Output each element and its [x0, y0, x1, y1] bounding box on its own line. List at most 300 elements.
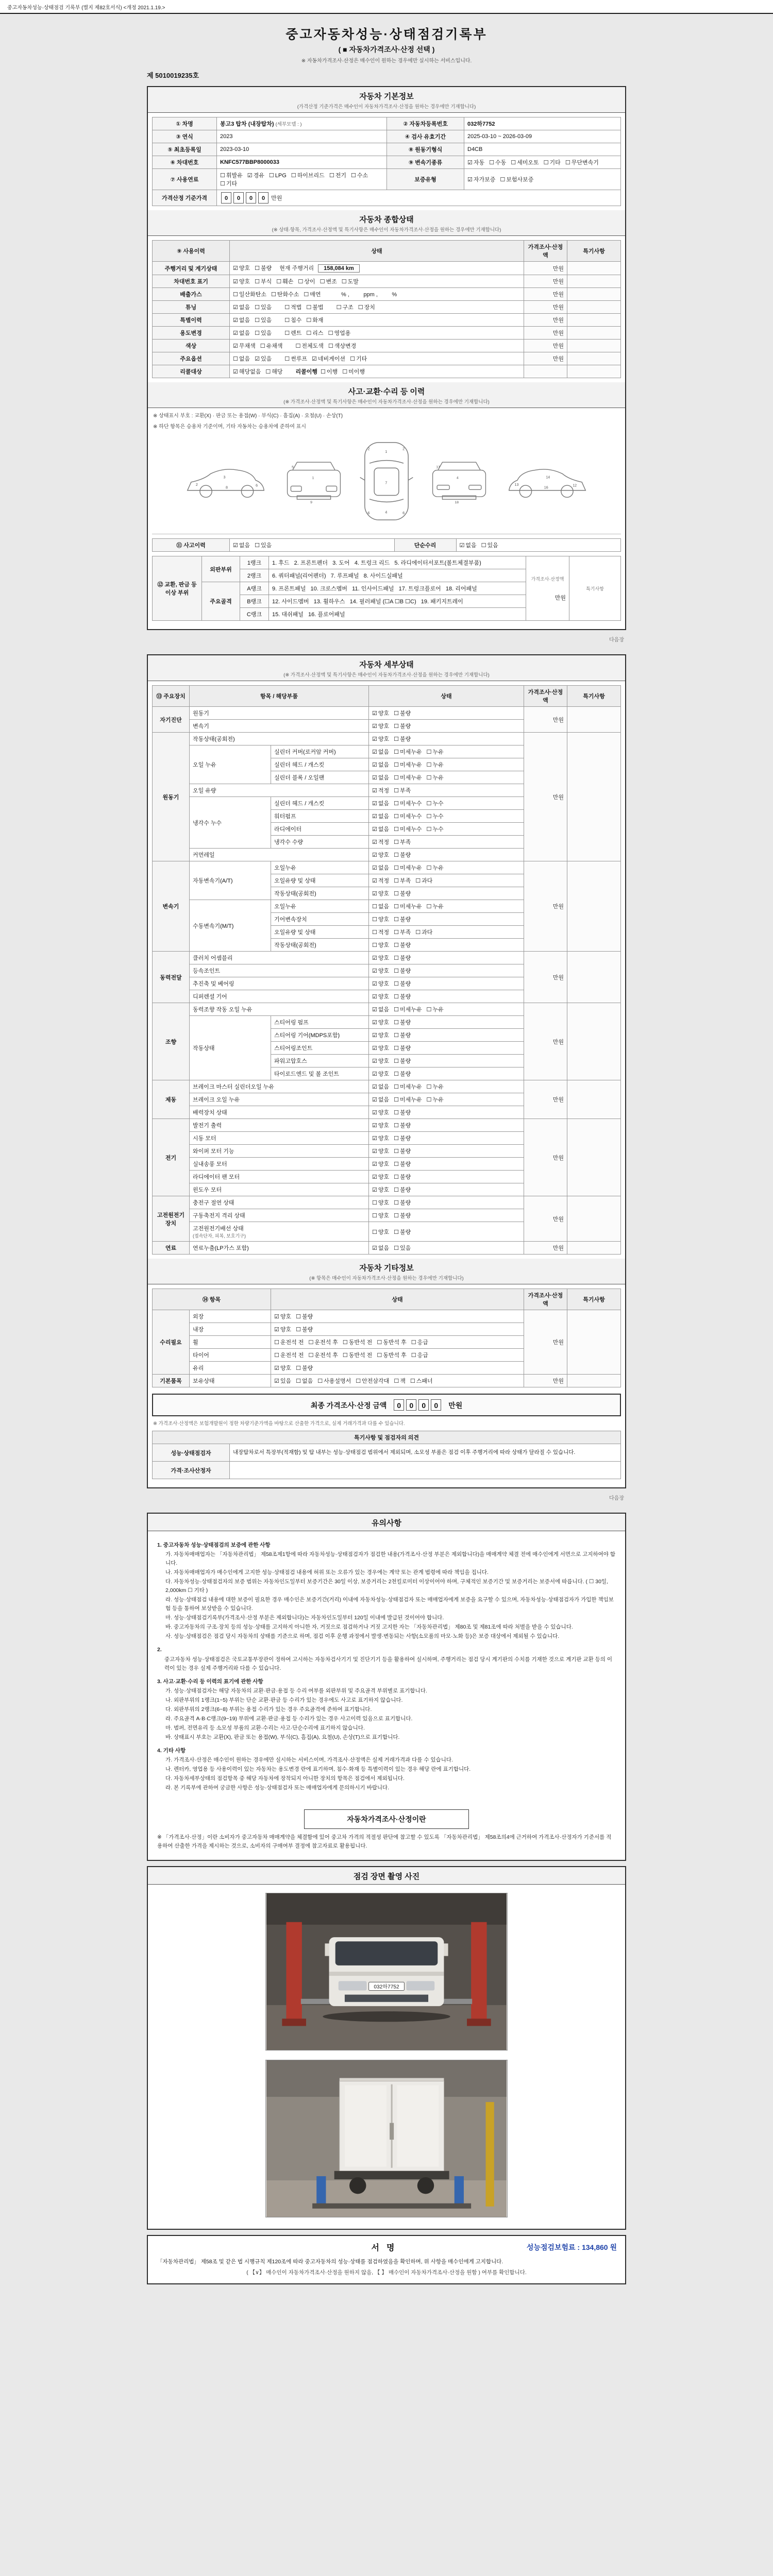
unchecked-checkbox-icon[interactable]: ☐	[336, 304, 342, 311]
unchecked-checkbox-icon[interactable]: ☐	[394, 1187, 399, 1193]
checkbox-option[interactable]	[394, 1070, 411, 1078]
checkbox-option[interactable]	[427, 812, 444, 820]
unchecked-checkbox-icon[interactable]: ☐	[415, 929, 421, 936]
unchecked-checkbox-icon[interactable]: ☐	[410, 1378, 415, 1384]
unchecked-checkbox-icon[interactable]: ☐	[394, 1378, 399, 1384]
unchecked-checkbox-icon[interactable]: ☐	[295, 343, 301, 349]
unchecked-checkbox-icon[interactable]: ☐	[415, 877, 421, 884]
checkbox-option[interactable]	[351, 171, 368, 179]
checkbox-option[interactable]	[255, 316, 272, 324]
checkbox-option[interactable]	[427, 863, 444, 872]
checkbox-option[interactable]	[220, 171, 243, 179]
checkbox-option[interactable]	[372, 954, 389, 962]
checked-checkbox-icon[interactable]: ☑	[372, 826, 377, 833]
checkbox-option[interactable]	[394, 760, 422, 769]
checkbox-option[interactable]	[372, 1057, 389, 1065]
checked-checkbox-icon[interactable]: ☑	[372, 1032, 377, 1039]
checkbox-option[interactable]	[255, 303, 272, 311]
checkbox-option[interactable]	[233, 541, 250, 549]
unchecked-checkbox-icon[interactable]: ☐	[233, 291, 238, 298]
checkbox-option[interactable]	[394, 992, 411, 1001]
checkbox-option[interactable]	[415, 876, 432, 885]
checked-checkbox-icon[interactable]: ☑	[467, 159, 473, 166]
checkbox-option[interactable]	[304, 290, 321, 298]
checked-checkbox-icon[interactable]: ☑	[372, 1019, 377, 1026]
unchecked-checkbox-icon[interactable]: ☐	[394, 993, 399, 1000]
unchecked-checkbox-icon[interactable]: ☐	[543, 159, 549, 166]
checkbox-option[interactable]	[233, 277, 250, 285]
checkbox-option[interactable]	[427, 1005, 444, 1013]
checkbox-option[interactable]	[372, 876, 389, 885]
checked-checkbox-icon[interactable]: ☑	[274, 1326, 279, 1333]
checkbox-option[interactable]	[394, 1044, 411, 1052]
unchecked-checkbox-icon[interactable]: ☐	[220, 180, 225, 187]
unchecked-checkbox-icon[interactable]: ☐	[394, 1135, 399, 1142]
unchecked-checkbox-icon[interactable]: ☐	[394, 1109, 399, 1116]
checkbox-option[interactable]	[255, 277, 272, 285]
checkbox-option[interactable]	[296, 1377, 313, 1385]
checkbox-option[interactable]	[372, 812, 389, 820]
unchecked-checkbox-icon[interactable]: ☐	[394, 1212, 399, 1219]
checkbox-option[interactable]	[372, 1160, 389, 1168]
unchecked-checkbox-icon[interactable]: ☐	[306, 330, 312, 336]
checked-checkbox-icon[interactable]: ☑	[372, 1045, 377, 1052]
checkbox-option[interactable]	[372, 722, 389, 730]
unchecked-checkbox-icon[interactable]: ☐	[284, 317, 290, 324]
checkbox-option[interactable]	[298, 277, 315, 285]
checkbox-option[interactable]	[271, 290, 299, 298]
checkbox-option[interactable]	[233, 264, 250, 272]
unchecked-checkbox-icon[interactable]: ☐	[372, 903, 377, 910]
unchecked-checkbox-icon[interactable]: ☐	[255, 542, 260, 549]
checkbox-option[interactable]	[427, 902, 444, 910]
checkbox-option[interactable]	[321, 367, 338, 376]
unchecked-checkbox-icon[interactable]: ☐	[394, 800, 399, 807]
unchecked-checkbox-icon[interactable]: ☐	[320, 278, 325, 285]
checked-checkbox-icon[interactable]: ☑	[372, 890, 377, 897]
checkbox-option[interactable]	[372, 735, 389, 743]
unchecked-checkbox-icon[interactable]: ☐	[271, 291, 276, 298]
checkbox-option[interactable]	[372, 863, 389, 872]
unchecked-checkbox-icon[interactable]: ☐	[220, 172, 225, 179]
checkbox-option[interactable]	[329, 171, 346, 179]
checkbox-option[interactable]	[427, 1095, 444, 1104]
checked-checkbox-icon[interactable]: ☑	[372, 1122, 377, 1129]
checkbox-option[interactable]	[394, 1121, 411, 1129]
checked-checkbox-icon[interactable]: ☑	[233, 330, 238, 336]
checkbox-option[interactable]	[372, 1095, 389, 1104]
checkbox-option[interactable]	[372, 967, 389, 975]
checkbox-option[interactable]	[411, 1338, 428, 1346]
checkbox-option[interactable]	[372, 1211, 389, 1219]
unchecked-checkbox-icon[interactable]: ☐	[426, 774, 432, 781]
checkbox-option[interactable]	[284, 329, 301, 337]
checkbox-option[interactable]	[500, 175, 533, 183]
checked-checkbox-icon[interactable]: ☑	[372, 852, 377, 858]
unchecked-checkbox-icon[interactable]: ☐	[394, 1245, 399, 1251]
checkbox-option[interactable]	[394, 773, 422, 782]
unchecked-checkbox-icon[interactable]: ☐	[426, 903, 432, 910]
unchecked-checkbox-icon[interactable]: ☐	[394, 929, 399, 936]
checkbox-option[interactable]	[394, 863, 422, 872]
checkbox-option[interactable]	[372, 1147, 389, 1155]
checkbox-option[interactable]	[255, 264, 272, 272]
checkbox-option[interactable]	[394, 709, 411, 717]
unchecked-checkbox-icon[interactable]: ☐	[255, 330, 260, 336]
checkbox-option[interactable]	[255, 354, 272, 363]
unchecked-checkbox-icon[interactable]: ☐	[328, 343, 333, 349]
checkbox-option[interactable]	[247, 171, 264, 179]
checkbox-option[interactable]	[274, 1351, 304, 1359]
unchecked-checkbox-icon[interactable]: ☐	[394, 774, 399, 781]
checkbox-option[interactable]	[372, 851, 389, 859]
unchecked-checkbox-icon[interactable]: ☐	[317, 1378, 323, 1384]
checked-checkbox-icon[interactable]: ☑	[274, 1378, 279, 1384]
checkbox-option[interactable]	[342, 367, 365, 376]
unchecked-checkbox-icon[interactable]: ☐	[306, 317, 312, 324]
unchecked-checkbox-icon[interactable]: ☐	[304, 291, 309, 298]
checkbox-option[interactable]	[544, 158, 561, 166]
checkbox-option[interactable]	[328, 342, 356, 350]
unchecked-checkbox-icon[interactable]: ☐	[372, 929, 377, 936]
checkbox-option[interactable]	[394, 954, 411, 962]
checkbox-option[interactable]	[467, 158, 484, 166]
unchecked-checkbox-icon[interactable]: ☐	[255, 304, 260, 311]
checkbox-option[interactable]	[481, 541, 498, 549]
unchecked-checkbox-icon[interactable]: ☐	[372, 1199, 377, 1206]
unchecked-checkbox-icon[interactable]: ☐	[481, 542, 486, 549]
checkbox-option[interactable]	[394, 1147, 411, 1155]
checkbox-option[interactable]	[233, 316, 250, 324]
checked-checkbox-icon[interactable]: ☑	[372, 1135, 377, 1142]
unchecked-checkbox-icon[interactable]: ☐	[426, 826, 432, 833]
checkbox-option[interactable]	[372, 1198, 389, 1207]
checkbox-option[interactable]	[394, 1018, 411, 1026]
checkbox-option[interactable]	[394, 915, 411, 923]
unchecked-checkbox-icon[interactable]: ☐	[284, 355, 290, 362]
checkbox-option[interactable]	[372, 1244, 389, 1252]
checkbox-option[interactable]	[394, 1377, 406, 1385]
checked-checkbox-icon[interactable]: ☑	[233, 265, 238, 272]
unchecked-checkbox-icon[interactable]: ☐	[565, 159, 570, 166]
unchecked-checkbox-icon[interactable]: ☐	[276, 278, 282, 285]
unchecked-checkbox-icon[interactable]: ☐	[394, 749, 399, 755]
unchecked-checkbox-icon[interactable]: ☐	[342, 1339, 348, 1346]
checkbox-option[interactable]	[255, 329, 272, 337]
checkbox-option[interactable]	[394, 1108, 411, 1116]
unchecked-checkbox-icon[interactable]: ☐	[394, 1083, 399, 1090]
unchecked-checkbox-icon[interactable]: ☐	[394, 1228, 399, 1235]
checked-checkbox-icon[interactable]: ☑	[372, 1187, 377, 1193]
unchecked-checkbox-icon[interactable]: ☐	[394, 980, 399, 987]
unchecked-checkbox-icon[interactable]: ☐	[341, 278, 347, 285]
checkbox-option[interactable]	[233, 354, 250, 363]
checkbox-option[interactable]	[394, 1095, 422, 1104]
checked-checkbox-icon[interactable]: ☑	[274, 1365, 279, 1371]
checkbox-option[interactable]	[427, 799, 444, 807]
unchecked-checkbox-icon[interactable]: ☐	[394, 1161, 399, 1167]
unchecked-checkbox-icon[interactable]: ☐	[394, 1122, 399, 1129]
unchecked-checkbox-icon[interactable]: ☐	[426, 761, 432, 768]
checkbox-option[interactable]	[394, 799, 422, 807]
checkbox-option[interactable]	[296, 1312, 313, 1320]
checkbox-option[interactable]	[372, 1031, 389, 1039]
checkbox-option[interactable]	[460, 541, 477, 549]
checked-checkbox-icon[interactable]: ☑	[233, 304, 238, 311]
checkbox-option[interactable]	[394, 722, 411, 730]
checkbox-option[interactable]	[394, 928, 411, 936]
checkbox-option[interactable]	[394, 876, 411, 885]
checkbox-option[interactable]	[372, 992, 389, 1001]
checkbox-option[interactable]	[394, 812, 422, 820]
unchecked-checkbox-icon[interactable]: ☐	[372, 942, 377, 948]
checked-checkbox-icon[interactable]: ☑	[372, 1148, 377, 1155]
checkbox-option[interactable]	[342, 277, 359, 285]
checkbox-option[interactable]	[284, 303, 301, 311]
checkbox-option[interactable]	[394, 786, 411, 794]
checked-checkbox-icon[interactable]: ☑	[372, 1096, 377, 1103]
unchecked-checkbox-icon[interactable]: ☐	[394, 1096, 399, 1103]
unchecked-checkbox-icon[interactable]: ☐	[265, 368, 271, 375]
unchecked-checkbox-icon[interactable]: ☐	[394, 968, 399, 974]
unchecked-checkbox-icon[interactable]: ☐	[372, 916, 377, 923]
checkbox-option[interactable]	[394, 1173, 411, 1181]
checkbox-option[interactable]	[308, 1338, 338, 1346]
checkbox-option[interactable]	[394, 1198, 411, 1207]
checkbox-option[interactable]	[394, 941, 411, 949]
unchecked-checkbox-icon[interactable]: ☐	[394, 1019, 399, 1026]
checkbox-option[interactable]	[274, 1325, 291, 1333]
unchecked-checkbox-icon[interactable]: ☐	[426, 813, 432, 820]
unchecked-checkbox-icon[interactable]: ☐	[372, 1228, 377, 1235]
checked-checkbox-icon[interactable]: ☑	[372, 813, 377, 820]
checkbox-option[interactable]	[372, 1185, 389, 1194]
checkbox-option[interactable]	[233, 329, 250, 337]
checked-checkbox-icon[interactable]: ☑	[372, 761, 377, 768]
checkbox-option[interactable]	[372, 748, 389, 756]
unchecked-checkbox-icon[interactable]: ☐	[394, 1071, 399, 1077]
unchecked-checkbox-icon[interactable]: ☐	[394, 903, 399, 910]
checkbox-option[interactable]	[372, 1044, 389, 1052]
checked-checkbox-icon[interactable]: ☑	[372, 839, 377, 845]
checkbox-option[interactable]	[284, 316, 301, 324]
unchecked-checkbox-icon[interactable]: ☐	[284, 330, 290, 336]
unchecked-checkbox-icon[interactable]: ☐	[342, 1352, 348, 1359]
unchecked-checkbox-icon[interactable]: ☐	[296, 1326, 301, 1333]
checkbox-option[interactable]	[274, 1338, 304, 1346]
unchecked-checkbox-icon[interactable]: ☐	[377, 1352, 382, 1359]
checked-checkbox-icon[interactable]: ☑	[372, 723, 377, 730]
checkbox-option[interactable]	[394, 838, 411, 846]
checked-checkbox-icon[interactable]: ☑	[372, 865, 377, 871]
checkbox-option[interactable]	[274, 1364, 291, 1372]
checkbox-option[interactable]	[410, 1377, 433, 1385]
unchecked-checkbox-icon[interactable]: ☐	[394, 761, 399, 768]
unchecked-checkbox-icon[interactable]: ☐	[394, 839, 399, 845]
unchecked-checkbox-icon[interactable]: ☐	[426, 800, 432, 807]
checkbox-option[interactable]	[350, 354, 367, 363]
unchecked-checkbox-icon[interactable]: ☐	[394, 1058, 399, 1064]
checkbox-option[interactable]	[394, 825, 422, 833]
checkbox-option[interactable]	[415, 928, 432, 936]
unchecked-checkbox-icon[interactable]: ☐	[274, 1339, 279, 1346]
checkbox-option[interactable]	[372, 915, 389, 923]
checkbox-option[interactable]	[394, 979, 411, 988]
checkbox-option[interactable]	[427, 825, 444, 833]
unchecked-checkbox-icon[interactable]: ☐	[411, 1352, 416, 1359]
checked-checkbox-icon[interactable]: ☑	[247, 172, 253, 179]
checkbox-option[interactable]	[320, 277, 337, 285]
checkbox-option[interactable]	[372, 928, 389, 936]
unchecked-checkbox-icon[interactable]: ☐	[308, 1352, 314, 1359]
unchecked-checkbox-icon[interactable]: ☐	[328, 330, 333, 336]
unchecked-checkbox-icon[interactable]: ☐	[426, 865, 432, 871]
checkbox-option[interactable]	[276, 277, 293, 285]
checked-checkbox-icon[interactable]: ☑	[372, 1174, 377, 1180]
checkbox-option[interactable]	[372, 1108, 389, 1116]
checked-checkbox-icon[interactable]: ☑	[233, 368, 238, 375]
checkbox-option[interactable]	[255, 541, 272, 549]
checkbox-option[interactable]	[343, 1351, 372, 1359]
unchecked-checkbox-icon[interactable]: ☐	[394, 865, 399, 871]
checkbox-option[interactable]	[372, 1173, 389, 1181]
unchecked-checkbox-icon[interactable]: ☐	[372, 1212, 377, 1219]
checkbox-option[interactable]	[306, 316, 323, 324]
checkbox-option[interactable]	[372, 773, 389, 782]
checked-checkbox-icon[interactable]: ☑	[372, 1245, 377, 1251]
checked-checkbox-icon[interactable]: ☑	[467, 176, 473, 183]
checked-checkbox-icon[interactable]: ☑	[372, 710, 377, 717]
unchecked-checkbox-icon[interactable]: ☐	[296, 1378, 301, 1384]
checkbox-option[interactable]	[233, 367, 261, 376]
checkbox-option[interactable]	[274, 1312, 291, 1320]
checked-checkbox-icon[interactable]: ☑	[233, 343, 238, 349]
checkbox-option[interactable]	[372, 1005, 389, 1013]
unchecked-checkbox-icon[interactable]: ☐	[329, 172, 334, 179]
unchecked-checkbox-icon[interactable]: ☐	[284, 304, 290, 311]
unchecked-checkbox-icon[interactable]: ☐	[394, 723, 399, 730]
unchecked-checkbox-icon[interactable]: ☐	[255, 317, 260, 324]
unchecked-checkbox-icon[interactable]: ☐	[321, 368, 326, 375]
checkbox-option[interactable]	[306, 303, 323, 311]
unchecked-checkbox-icon[interactable]: ☐	[296, 1313, 301, 1320]
unchecked-checkbox-icon[interactable]: ☐	[342, 368, 348, 375]
unchecked-checkbox-icon[interactable]: ☐	[394, 942, 399, 948]
checkbox-option[interactable]	[372, 709, 389, 717]
checkbox-option[interactable]	[427, 760, 444, 769]
checkbox-option[interactable]	[372, 979, 389, 988]
checked-checkbox-icon[interactable]: ☑	[372, 1071, 377, 1077]
unchecked-checkbox-icon[interactable]: ☐	[426, 1006, 432, 1013]
checkbox-option[interactable]	[427, 748, 444, 756]
unchecked-checkbox-icon[interactable]: ☐	[306, 304, 312, 311]
checked-checkbox-icon[interactable]: ☑	[372, 1058, 377, 1064]
unchecked-checkbox-icon[interactable]: ☐	[233, 355, 238, 362]
checkbox-option[interactable]	[260, 342, 283, 350]
checked-checkbox-icon[interactable]: ☑	[372, 1161, 377, 1167]
unchecked-checkbox-icon[interactable]: ☐	[274, 1352, 279, 1359]
unchecked-checkbox-icon[interactable]: ☐	[394, 852, 399, 858]
checkbox-option[interactable]	[377, 1338, 406, 1346]
unchecked-checkbox-icon[interactable]: ☐	[411, 1339, 416, 1346]
checkbox-option[interactable]	[372, 941, 389, 949]
checkbox-option[interactable]	[511, 158, 539, 166]
unchecked-checkbox-icon[interactable]: ☐	[489, 159, 495, 166]
unchecked-checkbox-icon[interactable]: ☐	[394, 1174, 399, 1180]
unchecked-checkbox-icon[interactable]: ☐	[394, 916, 399, 923]
checkbox-option[interactable]	[394, 851, 411, 859]
checkbox-option[interactable]	[394, 1211, 411, 1219]
checkbox-option[interactable]	[394, 1185, 411, 1194]
checkbox-option[interactable]	[269, 172, 287, 179]
checkbox-option[interactable]	[372, 825, 389, 833]
checkbox-option[interactable]	[317, 1377, 351, 1385]
checkbox-option[interactable]	[372, 1121, 389, 1129]
unchecked-checkbox-icon[interactable]: ☐	[394, 1199, 399, 1206]
unchecked-checkbox-icon[interactable]: ☐	[394, 826, 399, 833]
checked-checkbox-icon[interactable]: ☑	[372, 749, 377, 755]
unchecked-checkbox-icon[interactable]: ☐	[511, 159, 516, 166]
checkbox-option[interactable]	[233, 342, 256, 350]
checked-checkbox-icon[interactable]: ☑	[372, 1109, 377, 1116]
checkbox-option[interactable]	[394, 1005, 422, 1013]
checkbox-option[interactable]	[565, 158, 599, 166]
unchecked-checkbox-icon[interactable]: ☐	[350, 355, 355, 362]
checkbox-option[interactable]	[394, 735, 411, 743]
unchecked-checkbox-icon[interactable]: ☐	[298, 278, 304, 285]
checked-checkbox-icon[interactable]: ☑	[372, 1006, 377, 1013]
checkbox-option[interactable]	[372, 902, 389, 910]
unchecked-checkbox-icon[interactable]: ☐	[394, 1148, 399, 1155]
checkbox-option[interactable]	[372, 1082, 389, 1091]
checkbox-option[interactable]	[233, 303, 250, 311]
checkbox-option[interactable]	[372, 1134, 389, 1142]
checkbox-option[interactable]	[394, 1160, 411, 1168]
unchecked-checkbox-icon[interactable]: ☐	[358, 304, 363, 311]
checked-checkbox-icon[interactable]: ☑	[372, 877, 377, 884]
checkbox-option[interactable]	[394, 1082, 422, 1091]
unchecked-checkbox-icon[interactable]: ☐	[356, 1378, 361, 1384]
checkbox-option[interactable]	[372, 838, 389, 846]
unchecked-checkbox-icon[interactable]: ☐	[394, 1045, 399, 1052]
unchecked-checkbox-icon[interactable]: ☐	[255, 278, 260, 285]
checkbox-option[interactable]	[343, 1338, 372, 1346]
checkbox-option[interactable]	[394, 1228, 411, 1236]
checkbox-option[interactable]	[372, 1228, 389, 1236]
checkbox-option[interactable]	[394, 748, 422, 756]
checked-checkbox-icon[interactable]: ☑	[233, 542, 238, 549]
unchecked-checkbox-icon[interactable]: ☐	[394, 787, 399, 794]
checkbox-option[interactable]	[394, 967, 411, 975]
unchecked-checkbox-icon[interactable]: ☐	[260, 343, 265, 349]
unchecked-checkbox-icon[interactable]: ☐	[426, 1083, 432, 1090]
checkbox-option[interactable]	[372, 786, 389, 794]
checkbox-option[interactable]	[394, 1057, 411, 1065]
checkbox-option[interactable]	[394, 889, 411, 897]
checkbox-option[interactable]	[233, 290, 266, 298]
checked-checkbox-icon[interactable]: ☑	[372, 1083, 377, 1090]
checkbox-option[interactable]	[296, 1364, 313, 1372]
unchecked-checkbox-icon[interactable]: ☐	[394, 1006, 399, 1013]
unchecked-checkbox-icon[interactable]: ☐	[426, 1096, 432, 1103]
checkbox-option[interactable]	[394, 902, 422, 910]
unchecked-checkbox-icon[interactable]: ☐	[377, 1339, 382, 1346]
checked-checkbox-icon[interactable]: ☑	[274, 1313, 279, 1320]
checkbox-option[interactable]	[372, 1070, 389, 1078]
checked-checkbox-icon[interactable]: ☑	[372, 736, 377, 742]
checkbox-option[interactable]	[284, 354, 307, 363]
checkbox-option[interactable]	[372, 1018, 389, 1026]
